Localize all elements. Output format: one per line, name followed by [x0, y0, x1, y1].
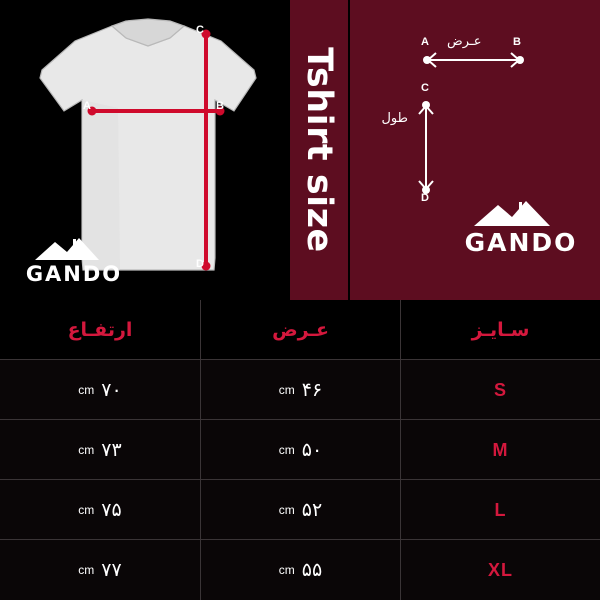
page-title: Tshirt size [299, 47, 339, 253]
size-value: M [492, 439, 509, 460]
height-value: ۷۵ [101, 499, 122, 521]
brand-logo-right [458, 198, 584, 257]
column-header-size: سـایـز [400, 300, 600, 360]
table-header-row [0, 300, 600, 360]
width-value: ۴۶ [301, 379, 323, 401]
title-container [290, 0, 348, 300]
brand-name-left: GANDO [25, 262, 123, 286]
table-row [0, 420, 600, 480]
measure-point-b-label: B [513, 36, 521, 48]
shirt-point-c-label: C [196, 24, 204, 36]
mountain-logo-icon [458, 198, 584, 228]
cell-height [0, 480, 200, 540]
measure-length-label: طول [381, 111, 408, 126]
measure-width-label: عـرض [447, 34, 482, 49]
shirt-point-d-label: D [196, 258, 204, 270]
cell-width [200, 540, 400, 600]
cell-width [200, 420, 400, 480]
width-value: ۵۵ [301, 559, 323, 581]
cell-height [0, 360, 200, 420]
cell-height [0, 420, 200, 480]
brand-logo-left [14, 236, 134, 286]
width-value: ۵۲ [301, 499, 323, 521]
table-row [0, 540, 600, 600]
size-table [0, 300, 600, 600]
cell-width [200, 480, 400, 540]
unit-label: cm [78, 563, 95, 577]
shirt-point-b-label: B [216, 100, 224, 112]
width-value: ۵۰ [301, 439, 323, 461]
brand-name-right: GANDO [464, 228, 578, 257]
cell-height [0, 540, 200, 600]
column-header-height: ارتفـاع [67, 319, 133, 341]
cell-size [400, 360, 600, 420]
size-value: S [493, 379, 507, 400]
cell-width [200, 360, 400, 420]
height-value: ۷۰ [101, 379, 122, 401]
size-value: L [494, 499, 507, 520]
height-value: ۷۷ [101, 559, 122, 581]
table-row [0, 480, 600, 540]
unit-label: cm [278, 503, 295, 517]
unit-label: cm [78, 383, 95, 397]
cell-size [400, 540, 600, 600]
cell-size [400, 480, 600, 540]
measure-point-a-label: A [421, 36, 429, 48]
shirt-point-a-label: A [83, 100, 91, 112]
measure-point-d-label: D [421, 192, 429, 204]
unit-label: cm [78, 443, 95, 457]
unit-label: cm [278, 563, 295, 577]
mountain-logo-icon [14, 236, 134, 262]
size-value: XL [487, 559, 513, 580]
unit-label: cm [278, 383, 295, 397]
column-header-width: عـرض [200, 300, 400, 360]
table-row [0, 360, 600, 420]
unit-label: cm [78, 503, 95, 517]
cell-size [400, 420, 600, 480]
height-value: ۷۳ [101, 439, 122, 461]
unit-label: cm [278, 443, 295, 457]
measure-point-c-label: C [421, 82, 429, 94]
